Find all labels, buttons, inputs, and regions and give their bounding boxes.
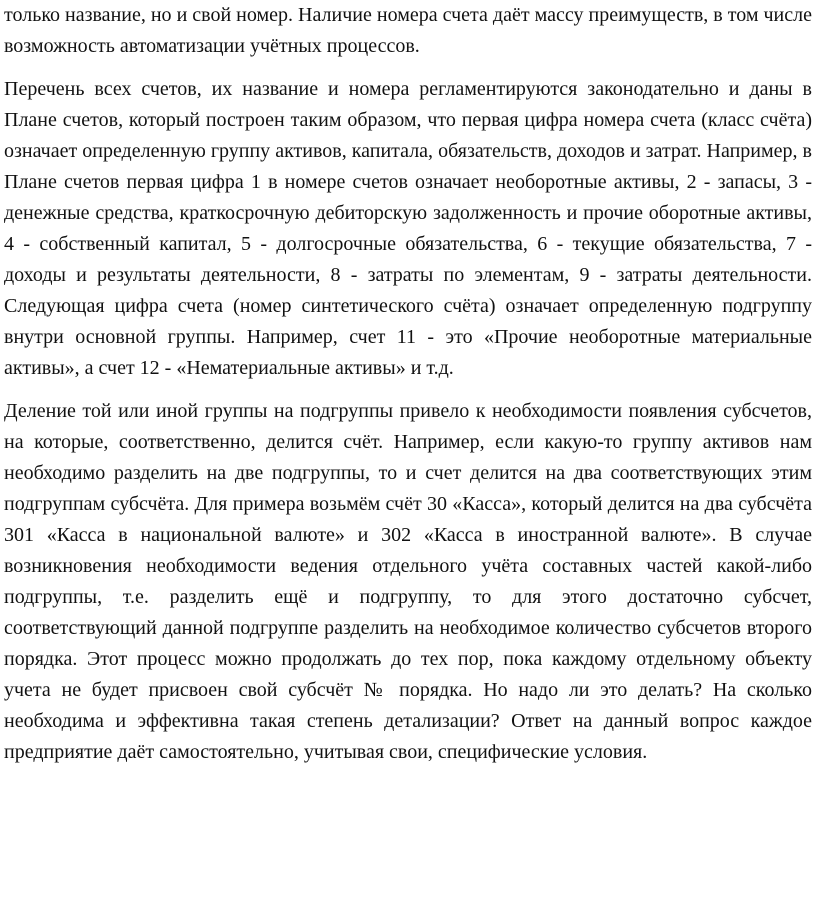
paragraph-3: Деление той или иной группы на подгруппы привело к необходимости появления субсчетов, на которые, соответственно, делится счёт. Например, если какую-то группу активов нам необходимо разделить на две подгруппы, то и счет делится на два соответствующих этим подгруппам субсчёта. Для примера возьмём счёт 30 «Касса», который делится на два субсчёта 301 «Касса в национальной валюте» и 302 «Касса в иностранной валюте». В случае возникновения необходимости ведения отдельного учёта составных частей какой-либо подгруппы, т.е. разделить ещё и подгруппу, то для этого достаточно субсчет, соответствующий данной подгруппе разделить на необходимое количество субсчетов второго порядка. Этот процесс можно продолжать до тех пор, пока каждому отдельному объекту учета не будет присвоен свой субсчёт № порядка. Но надо ли это делать? На сколько необходима и эффективна такая степень детализации? Ответ на данный вопрос каждое предприятие даёт самостоятельно, учитывая свои, специфические условия. (4, 400, 812, 763)
paragraph-1: только название, но и свой номер. Наличие номера счета даёт массу преимуществ, в том числе возможность автоматизации учётных процессов. (4, 4, 812, 57)
paragraph-2: Перечень всех счетов, их название и номера регламентируются законодательно и даны в Плане счетов, который построен таким образом, что первая цифра номера счета (класс счёта) означает определенную группу активов, капитала, обязательств, доходов и затрат. Например, в Плане счетов первая цифра 1 в номере счетов означает необоротные активы, 2 - запасы, 3 - денежные средства, краткосрочную дебиторскую задолженность и прочие оборотные активы, 4 - собственный капитал, 5 - долгосрочные обязательства, 6 - текущие обязательства, 7 - доходы и результаты деятельности, 8 - затраты по элементам, 9 - затраты деятельности. Следующая цифра счета (номер синтетического счёта) означает определенную подгруппу внутри основной группы. Например, счет 11 - это «Прочие необоротные материальные активы», а счет 12 - «Нематериальные активы» и т.д. (4, 78, 812, 379)
